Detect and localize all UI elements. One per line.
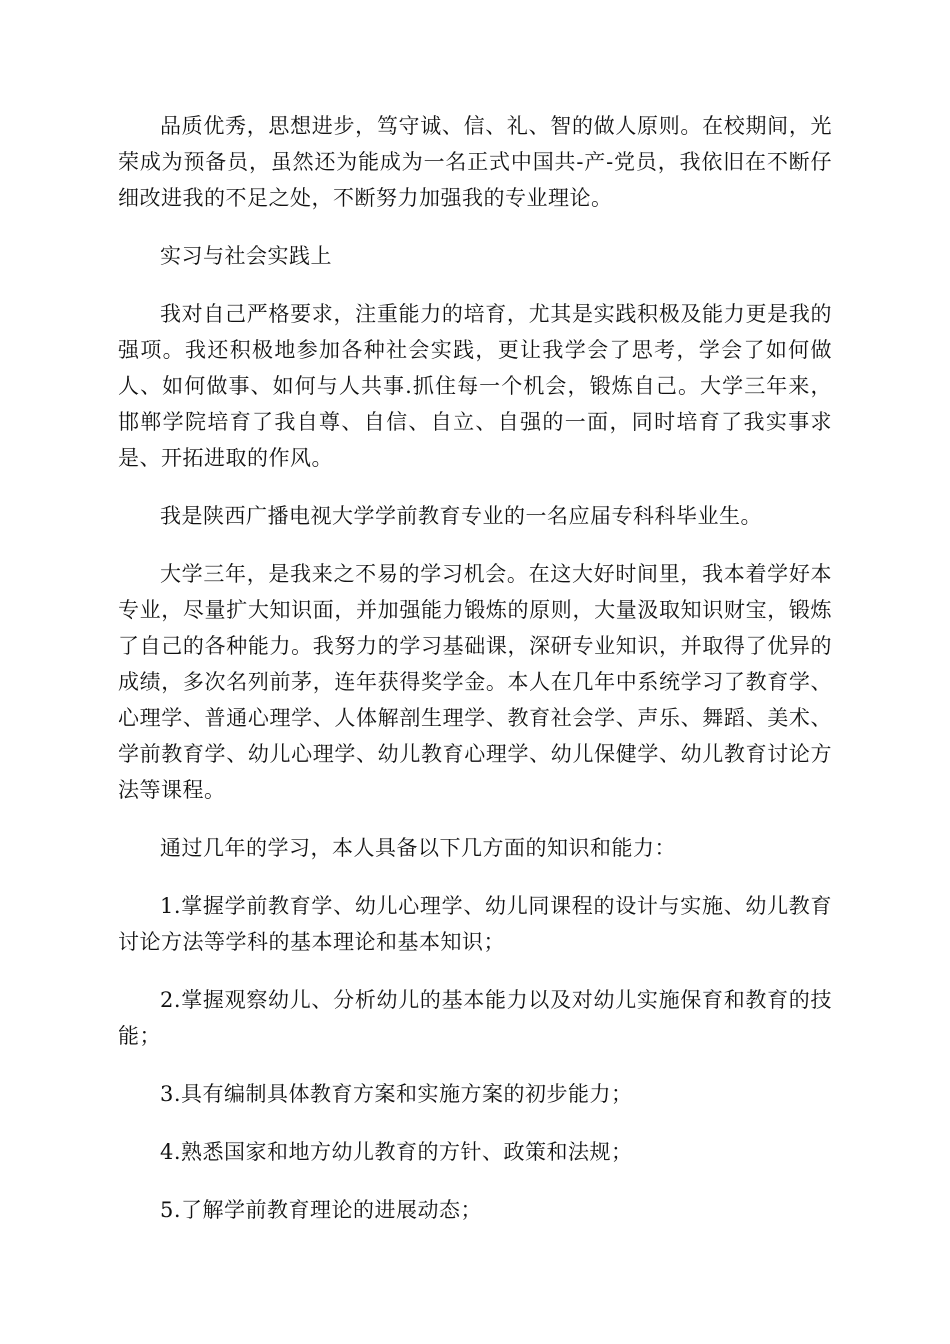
list-item-ability-5: 5.了解学前教育理论的进展动态； — [160, 1198, 483, 1222]
paragraph-practice: 我对自己严格要求，注重能力的培育，尤其是实践积极及能力更是我的强项。我还积极地参加各种社会实践，更让我学会了思考，学会了如何做人、如何做事、如何与人共事.抓住每一个机会，锻炼自己。大学三年来，邯郸学院培育了我自尊、自信、自立、自强的一面，同时培育了我实事求是、开拓进取的作风。 — [118, 302, 832, 470]
list-item-ability-3: 3.具有编制具体教育方案和实施方案的初步能力； — [160, 1082, 633, 1106]
list-item-ability-1: 1.掌握学前教育学、幼儿心理学、幼儿同课程的设计与实施、幼儿教育讨论方法等学科的基本理论和基本知识； — [118, 894, 832, 954]
list-item-ability-2: 2.掌握观察幼儿、分析幼儿的基本能力以及对幼儿实施保育和教育的技能； — [118, 988, 832, 1048]
paragraph-study: 大学三年，是我来之不易的学习机会。在这大好时间里，我本着学好本专业，尽量扩大知识面，并加强能力锻炼的原则，大量汲取知识财宝，锻炼了自己的各种能力。我努力的学习基础课，深研专业知识，并取得了优异的成绩，多次名列前茅，连年获得奖学金。本人在几年中系统学习了教育学、心理学、普通心理学、人体解剖生理学、教育社会学、声乐、舞蹈、美术、学前教育学、幼儿心理学、幼儿教育心理学、幼儿保健学、幼儿教育讨论方法等课程。 — [118, 562, 832, 802]
paragraph-introduction: 我是陕西广播电视大学学前教育专业的一名应届专科科毕业生。 — [160, 504, 762, 528]
list-item-ability-4: 4.熟悉国家和地方幼儿教育的方针、政策和法规； — [160, 1140, 633, 1164]
paragraph-abilities-intro: 通过几年的学习，本人具备以下几方面的知识和能力： — [160, 836, 676, 860]
section-heading-practice: 实习与社会实践上 — [160, 244, 332, 268]
paragraph-character: 品质优秀，思想进步，笃守诚、信、礼、智的做人原则。在校期间，光荣成为预备员，虽然还为能成为一名正式中国共-产-党员，我依旧在不断仔细改进我的不足之处，不断努力加强我的专业理论。 — [118, 114, 832, 210]
